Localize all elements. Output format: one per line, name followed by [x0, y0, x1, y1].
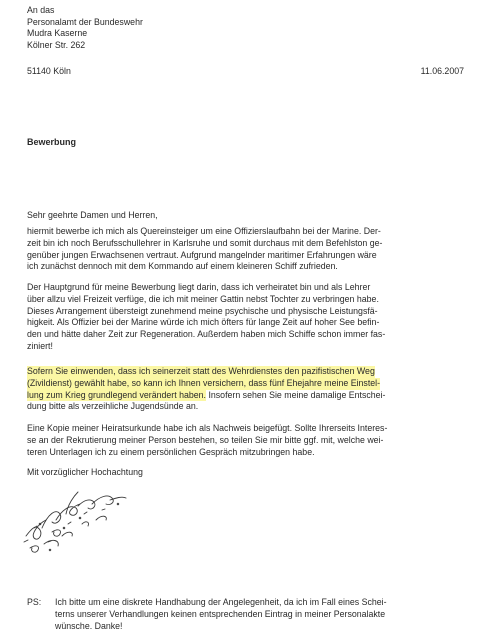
paragraph-line [27, 390, 482, 402]
handwritten-signature [22, 484, 192, 556]
paragraph-line: Der Hauptgrund für meine Bewerbung liegt darin, dass ich verheiratet bin und als Lehrer [27, 282, 371, 292]
paragraph-4 [27, 423, 482, 458]
postscript-label: PS: [27, 597, 42, 607]
highlighted-text: Sofern Sie einwenden, dass ich seinerzeit statt des Wehrdienstes den pazifistischen Weg [27, 366, 375, 376]
postscript-text [55, 597, 485, 632]
address-line: Kölner Str. 262 [27, 39, 86, 50]
paragraph-line: higkeit. Als Offizier bei der Marine würde ich mich öfters für lange Zeit auf hoher See befin- [27, 317, 380, 328]
highlighted-text: (Zivildienst) gewählt habe, so kann ich Ihnen versichern, dass fünf Ehejahre meine Einstel- [27, 377, 381, 388]
paragraph-line: teren Unterlagen ich zu einem persönlichen Gespräch mitzubringen habe. [27, 446, 315, 457]
salutation: Sehr geehrte Damen und Herren, [27, 210, 158, 220]
paragraph-line [27, 366, 482, 378]
paragraph-line: den und hätte daher Zeit zur Regeneration. Außerdem haben mich Schiffe schon immer fas- [27, 329, 386, 340]
paragraph-line: se an der Rekrutierung meiner Person bestehen, so teilen Sie mir bitte ggf. mit, welche wei- [27, 434, 384, 445]
recipient-address [27, 5, 143, 51]
paragraph-line [27, 378, 482, 390]
paragraph-2 [27, 282, 482, 353]
plain-text: dung bitte als verzeihliche Jugendsünde an. [27, 401, 199, 412]
paragraph-3-highlighted [27, 366, 482, 413]
paragraph-line: wünsche. Danke! [55, 620, 123, 631]
plain-text: Insofern sehen Sie meine damalige Entschei- [206, 389, 386, 400]
letter-subject: Bewerbung [27, 137, 77, 147]
address-line: An das [27, 5, 55, 15]
paragraph-line: ich zunächst dennoch mit dem Kommando auf einem kleineren Schiff zufrieden. [27, 261, 338, 272]
paragraph-line: Eine Kopie meiner Heiratsurkunde habe ich als Nachweis beigefügt. Sollte Ihrerseits Interes- [27, 423, 388, 433]
paragraph-line: genüber jungen Erwachsenen vertraut. Aufgrund mangelnder maritimer Erfahrungen wäre [27, 249, 377, 260]
highlighted-text: lung zum Krieg grundlegend verändert haben. [27, 389, 206, 400]
paragraph-line: Dieses Arrangement übersteigt zunehmend meine psychische und physische Leistungsfä- [27, 305, 378, 316]
recipient-city: 51140 Köln [27, 66, 71, 76]
closing-formula: Mit vorzüglicher Hochachtung [27, 467, 143, 477]
paragraph-1 [27, 226, 482, 273]
paragraph-line: über allzu viel Freizeit verfüge, die ich mit meiner Gattin nebst Tochter zu verbringen habe. [27, 293, 379, 304]
paragraph-line: hiermit bewerbe ich mich als Quereinsteiger um eine Offizierslaufbahn bei der Marine. Der- [27, 226, 381, 236]
paragraph-line: Ich bitte um eine diskrete Handhabung der Angelegenheit, da ich im Fall eines Schei- [55, 597, 387, 607]
address-line: Mudra Kaserne [27, 28, 88, 39]
paragraph-line: ziniert! [27, 340, 53, 351]
paragraph-line: terns unserer Verhandlungen keinen entsprechenden Eintrag in meiner Personalakte [55, 608, 386, 619]
paragraph-line [27, 401, 482, 413]
paragraph-line: zeit bin ich noch Berufsschullehrer in Karlsruhe und somit durchaus mit dem Befehlston ge- [27, 237, 383, 248]
letter-date: 11.06.2007 [420, 66, 464, 76]
address-line: Personalamt der Bundeswehr [27, 16, 143, 27]
